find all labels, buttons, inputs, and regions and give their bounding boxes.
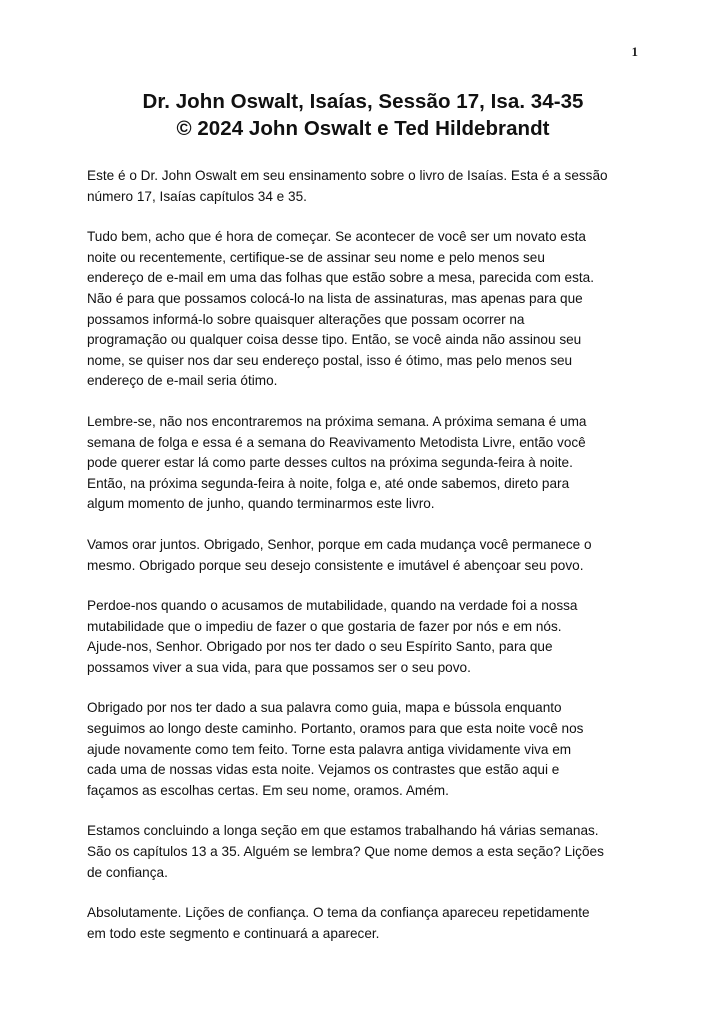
text-line: algum momento de junho, quando terminarmos este livro. — [87, 496, 435, 512]
text-line: façamos as escolhas certas. Em seu nome, oramos. Amém. — [87, 782, 449, 798]
text-line: seguimos ao longo deste caminho. Portanto, oramos para que esta noite você nos — [87, 721, 584, 737]
text-line: Estamos concluindo a longa seção em que estamos trabalhando há várias semanas. — [87, 823, 599, 839]
text-line: Tudo bem, acho que é hora de começar. Se acontecer de você ser um novato esta — [87, 229, 586, 245]
text-line: de confiança. — [87, 864, 168, 880]
text-line: Perdoe-nos quando o acusamos de mutabilidade, quando na verdade foi a nossa — [87, 598, 578, 614]
text-line: possamos viver a sua vida, para que possamos ser o seu povo. — [87, 659, 471, 675]
text-line: possamos informá-lo sobre quaisquer alterações que possam ocorrer na — [87, 311, 525, 327]
text-line: pode querer estar lá como parte desses cultos na próxima segunda-feira à noite. — [87, 455, 573, 471]
text-line: Lembre-se, não nos encontraremos na próxima semana. A próxima semana é uma — [87, 413, 587, 429]
text-line: nome, se quiser nos dar seu endereço postal, isso é ótimo, mas pelo menos seu — [87, 352, 573, 368]
body-text — [87, 166, 647, 964]
page-number: 1 — [631, 44, 638, 59]
text-line: Então, na próxima segunda-feira à noite, folga e, até onde sabemos, direto para — [87, 475, 570, 491]
text-line: em todo este segmento e continuará a aparecer. — [87, 925, 380, 941]
text-line: Este é o Dr. John Oswalt em seu ensinamento sobre o livro de Isaías. Esta é a sessão — [87, 168, 608, 183]
document-title — [80, 88, 646, 142]
title-line-1: Dr. John Oswalt, Isaías, Sessão 17, Isa. 34-35 — [142, 90, 584, 113]
text-line: cada uma de nossas vidas esta noite. Vejamos os contrastes que estão aqui e — [87, 762, 560, 778]
text-line: número 17, Isaías capítulos 34 e 35. — [87, 188, 307, 204]
paragraph-trust-theme — [87, 903, 647, 944]
paragraph-intro — [87, 166, 647, 207]
paragraph-next-week — [87, 412, 647, 515]
paragraph-sign-in — [87, 227, 647, 392]
text-line: programação ou qualquer coisa desse tipo. Então, se você ainda não assinou seu — [87, 332, 582, 348]
paragraph-word-guide — [87, 698, 647, 801]
paragraph-prayer-start — [87, 535, 647, 576]
text-line: Obrigado por nos ter dado a sua palavra como guia, mapa e bússola enquanto — [87, 700, 562, 716]
text-line: endereço de e-mail seria ótimo. — [87, 373, 278, 389]
paragraph-section-review — [87, 821, 647, 883]
text-line: noite ou recentemente, certifique-se de assinar seu nome e pelo menos seu — [87, 249, 545, 265]
text-line: endereço de e-mail em uma das folhas que estão sobre a mesa, parecida com esta. — [87, 270, 595, 286]
text-line: semana de folga e essa é a semana do Reavivamento Metodista Livre, então você — [87, 434, 586, 450]
text-line: mesmo. Obrigado porque seu desejo consistente e imutável é abençoar seu povo. — [87, 557, 584, 573]
text-line: Não é para que possamos colocá-lo na lista de assinaturas, mas apenas para que — [87, 290, 583, 306]
title-line-2: © 2024 John Oswalt e Ted Hildebrandt — [176, 117, 550, 140]
text-line: ajude novamente como tem feito. Torne esta palavra antiga vividamente viva em — [87, 741, 572, 757]
text-line: São os capítulos 13 a 35. Alguém se lembra? Que nome demos a esta seção? Lições — [87, 844, 604, 860]
paragraph-forgiveness — [87, 596, 647, 678]
text-line: Absolutamente. Lições de confiança. O tema da confiança apareceu repetidamente — [87, 905, 590, 921]
text-line: mutabilidade que o impediu de fazer o que gostaria de fazer por nós e em nós. — [87, 618, 562, 634]
text-line: Vamos orar juntos. Obrigado, Senhor, porque em cada mudança você permanece o — [87, 536, 592, 552]
text-line: Ajude-nos, Senhor. Obrigado por nos ter dado o seu Espírito Santo, para que — [87, 639, 553, 655]
